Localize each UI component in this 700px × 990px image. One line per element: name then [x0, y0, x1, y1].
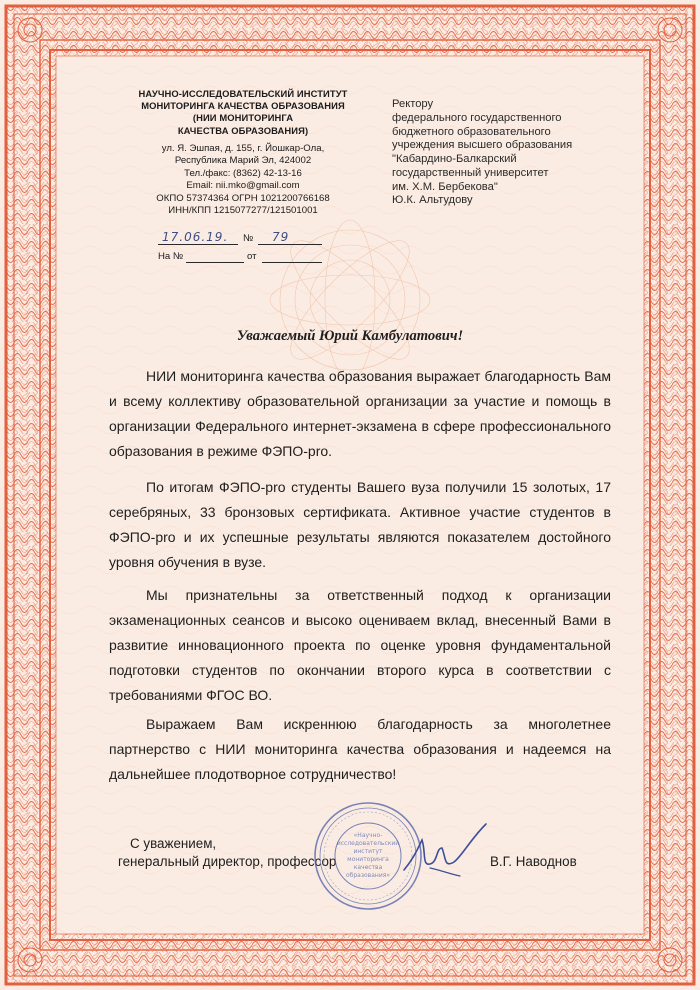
ref-label: На № [158, 251, 184, 262]
reg-number-line [258, 244, 322, 245]
stamp-text: образования» [345, 872, 391, 879]
stamp-text: качества [353, 864, 383, 871]
recipient-line: "Кабардино-Балкарский [392, 153, 517, 166]
sender-block [112, 88, 374, 218]
reg-number: 79 [272, 230, 290, 244]
closing-salutation: С уважением, [130, 836, 217, 851]
sender-phone: Тел./факс: (8362) 42-13-16 [184, 167, 302, 179]
stamp-text: мониторинга [347, 856, 389, 863]
body-paragraph: НИИ мониторинга качества образования выражает благодарность Вам и всему коллективу образовательной организации за участие и помощь в организации Федерального интернет-экзамена в сфере профессионального образования в режиме ФЭПО-pro. [109, 368, 611, 459]
sender-email: Email: nii.mko@gmail.com [186, 180, 300, 192]
stamp-text: исследовательский [336, 840, 400, 847]
greeting: Уважаемый Юрий Камбулатович! [236, 328, 464, 344]
recipient-line: бюджетного образовательного [392, 125, 551, 138]
sender-address: Республика Марий Эл, 424002 [174, 155, 312, 167]
ref-from-label: от [247, 251, 257, 262]
body-paragraph: Выражаем Вам искреннюю благодарность за многолетнее партнерство с НИИ мониторинга качества образования и надеемся на дальнейшее плодотворное сотрудничество! [109, 716, 611, 782]
sender-okpo: ОКПО 57374364 ОГРН 1021200766168 [156, 192, 330, 204]
recipient-line: Ю.К. Альтудову [392, 194, 473, 207]
recipient-line: государственный университет [392, 166, 549, 179]
signer-title: генеральный директор, профессор [118, 854, 337, 869]
stamp-text: «Научно- [353, 832, 383, 839]
sender-address: ул. Я. Эшпая, д. 155, г. Йошкар-Ола, [161, 142, 325, 154]
stamp-text: институт [353, 848, 383, 855]
sender-name-line: (НИИ МОНИТОРИНГА [192, 112, 294, 124]
ref-date-line [262, 262, 322, 263]
body-paragraph: Мы признательны за ответственный подход к организации экзаменационных сеансов и высоко оцениваем вклад, внесенный Вами в развитие инновационного проекта по оценке уровня фундаментальной подготовки студентов по окончании второго курса в соответствии с требованиями ФГОС ВО. [109, 587, 611, 703]
sender-name-line: МОНИТОРИНГА КАЧЕСТВА ОБРАЗОВАНИЯ [141, 100, 345, 112]
body-paragraph: По итогам ФЭПО-pro студенты Вашего вуза получили 15 золотых, 17 серебряных, 33 бронзовых сертификата. Активное участие студентов в ФЭПО-pro и их успешные результаты являются показателем достойного уровня обучения в вузе. [109, 479, 611, 570]
recipient-line: федерального государственного [392, 111, 562, 124]
handwritten-signature [400, 818, 500, 888]
reg-date: 17.06.19. [162, 230, 229, 244]
reg-number-sign: № [243, 233, 254, 244]
sender-inn: ИНН/КПП 1215077277/121501001 [168, 205, 318, 217]
recipient-block [392, 98, 622, 208]
signer-name: В.Г. Наводнов [490, 854, 577, 869]
sender-name-line: НАУЧНО-ИССЛЕДОВАТЕЛЬСКИЙ ИНСТИТУТ [138, 88, 348, 99]
sender-name-line: КАЧЕСТВА ОБРАЗОВАНИЯ) [177, 124, 309, 136]
reg-date-line [158, 244, 238, 245]
recipient-line: им. Х.М. Бербекова" [392, 180, 498, 193]
ref-number-line [186, 262, 244, 263]
recipient-line: Ректору [392, 98, 434, 110]
recipient-line: учреждения высшего образования [392, 139, 573, 152]
